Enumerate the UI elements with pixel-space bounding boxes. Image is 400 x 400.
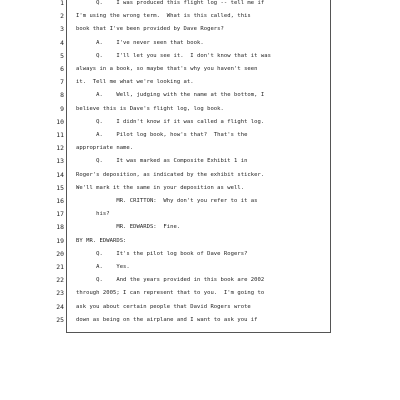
transcript-line: A. Well, judging with the name at the bottom, I bbox=[76, 92, 265, 99]
line-number: 19 bbox=[56, 236, 64, 245]
line-number: 23 bbox=[56, 289, 64, 298]
transcript-line: Q. It's the pilot log book of Dave Rogers? bbox=[76, 250, 248, 257]
transcript-line: always in a book, so maybe that's why you haven't seen bbox=[76, 66, 258, 72]
line-number: 17 bbox=[56, 210, 64, 219]
line-number: 2 bbox=[60, 12, 64, 21]
line-number: 10 bbox=[56, 117, 64, 126]
transcript-line: it. Tell me what we're looking at. bbox=[76, 79, 194, 86]
line-number: 22 bbox=[56, 276, 64, 285]
transcript-line: MR. EDWARDS: Fine. bbox=[76, 224, 181, 231]
transcript-line: We'll mark it the same in your deposition as well. bbox=[76, 184, 245, 191]
transcript-line: Q. I was produced this flight log -- tell me if bbox=[76, 0, 265, 6]
line-number: 18 bbox=[56, 223, 64, 232]
line-number: 21 bbox=[56, 263, 64, 271]
line-number: 3 bbox=[60, 25, 64, 34]
transcript-line: I'm using the wrong term. What is this called, this bbox=[76, 13, 251, 20]
line-number: 12 bbox=[56, 144, 64, 153]
line-number: 13 bbox=[56, 157, 64, 166]
transcript-line: his? bbox=[76, 211, 110, 218]
line-number: 25 bbox=[56, 315, 64, 324]
line-number: 14 bbox=[56, 170, 64, 179]
line-number: 5 bbox=[60, 51, 64, 60]
transcript-line: Q. I'll let you see it. I don't know that it was bbox=[76, 52, 271, 59]
line-number: 16 bbox=[56, 197, 64, 205]
transcript-line: through 2005; I can represent that to you. I'm going to bbox=[76, 290, 265, 297]
transcript-line: Q. It was marked as Composite Exhibit 1 in bbox=[76, 158, 248, 165]
transcript-line: down as being on the airplane and I want to ask you if bbox=[76, 316, 258, 323]
line-number: 7 bbox=[60, 78, 64, 87]
line-number: 4 bbox=[60, 38, 64, 47]
line-number: 11 bbox=[56, 131, 64, 139]
transcript-line: believe this is Dave's flight log, log book. bbox=[76, 105, 224, 112]
transcript-line: appropriate name. bbox=[76, 145, 134, 152]
transcript-line: Q. I didn't know if it was called a flight log. bbox=[76, 118, 265, 125]
transcript-line: A. I've never seen that book. bbox=[76, 39, 204, 46]
transcript-line: A. Yes. bbox=[76, 264, 130, 270]
transcript-line: BY MR. EDWARDS: bbox=[76, 237, 127, 244]
line-number: 24 bbox=[56, 302, 64, 311]
line-number: 6 bbox=[60, 65, 64, 73]
line-number: 20 bbox=[56, 249, 64, 258]
transcript-line: ask you about certain people that David Rogers wrote bbox=[76, 303, 251, 310]
transcript-line: A. Pilot log book, how's that? That's the bbox=[76, 132, 248, 138]
transcript-line: Q. And the years provided in this book are 2002 bbox=[76, 277, 265, 284]
line-number: 8 bbox=[60, 91, 64, 100]
line-number: 9 bbox=[60, 104, 64, 113]
line-number: 1 bbox=[60, 0, 64, 7]
transcript-line: Roger's deposition, as indicated by the exhibit sticker. bbox=[76, 171, 265, 178]
line-number: 15 bbox=[56, 183, 64, 192]
transcript-line: MR. CRITTON: Why don't you refer to it as bbox=[76, 198, 258, 204]
transcript-line: book that I've been provided by Dave Rogers? bbox=[76, 26, 224, 33]
